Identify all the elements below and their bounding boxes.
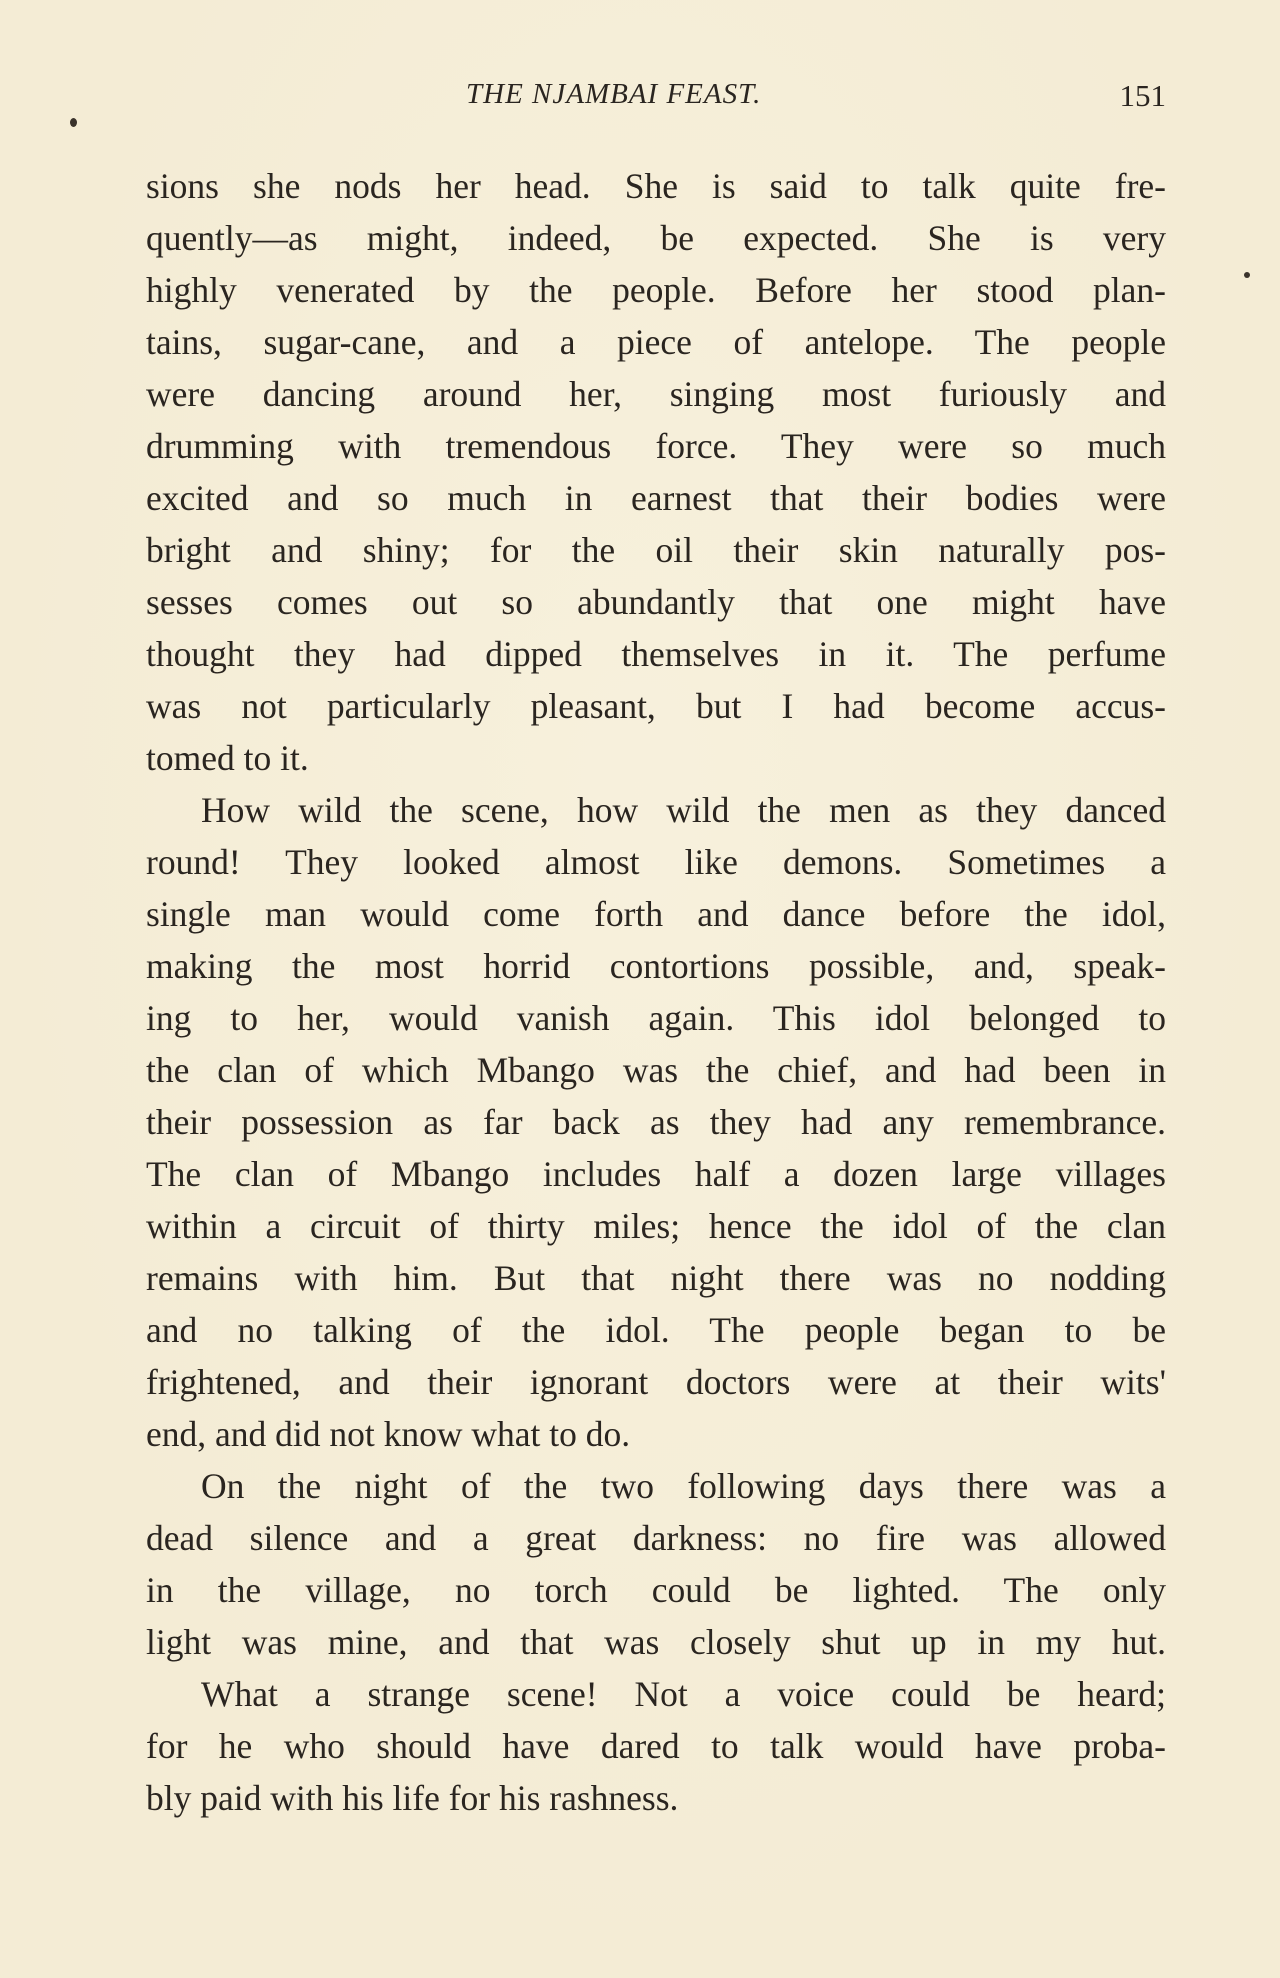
text-line: How wild the scene, how wild the men as they danced bbox=[201, 790, 1166, 830]
text-line: were dancing around her, singing most furiously and bbox=[146, 374, 1166, 414]
text-line: The clan of Mbango includes half a dozen large villages bbox=[146, 1154, 1166, 1194]
running-title: THE NJAMBAI FEAST. bbox=[466, 78, 762, 110]
text-line: in the village, no torch could be lighted. The only bbox=[146, 1570, 1166, 1610]
running-head bbox=[146, 78, 1166, 122]
text-line: tains, sugar-cane, and a piece of antelope. The people bbox=[146, 322, 1166, 362]
text-line: What a strange scene! Not a voice could be heard; bbox=[201, 1674, 1166, 1714]
text-line: round! They looked almost like demons. Sometimes a bbox=[146, 842, 1166, 882]
text-line: remains with him. But that night there was no nodding bbox=[146, 1258, 1166, 1298]
text-line: On the night of the two following days there was a bbox=[201, 1466, 1166, 1506]
text-line: their possession as far back as they had any remembrance. bbox=[146, 1102, 1166, 1142]
text-line: drumming with tremendous force. They were so much bbox=[146, 426, 1166, 466]
text-line: ing to her, would vanish again. This idol belonged to bbox=[146, 998, 1166, 1038]
text-line: quently—as might, indeed, be expected. She is very bbox=[146, 218, 1166, 258]
ink-speck bbox=[70, 118, 77, 127]
text-line: thought they had dipped themselves in it. The perfume bbox=[146, 634, 1166, 674]
ink-speck bbox=[1244, 272, 1250, 278]
text-line: the clan of which Mbango was the chief, and had been in bbox=[146, 1050, 1166, 1090]
text-line: for he who should have dared to talk would have proba- bbox=[146, 1726, 1166, 1766]
text-line: dead silence and a great darkness: no fire was allowed bbox=[146, 1518, 1166, 1558]
text-line: tomed to it. bbox=[146, 738, 309, 778]
text-line: within a circuit of thirty miles; hence the idol of the clan bbox=[146, 1206, 1166, 1246]
text-line: sions she nods her head. She is said to talk quite fre- bbox=[146, 166, 1166, 206]
text-line: sesses comes out so abundantly that one might have bbox=[146, 582, 1166, 622]
text-line: excited and so much in earnest that their bodies were bbox=[146, 478, 1166, 518]
text-line: single man would come forth and dance before the idol, bbox=[146, 894, 1166, 934]
text-line: highly venerated by the people. Before her stood plan- bbox=[146, 270, 1166, 310]
text-line: light was mine, and that was closely shut up in my hut. bbox=[146, 1622, 1166, 1662]
text-line: bright and shiny; for the oil their skin naturally pos- bbox=[146, 530, 1166, 570]
text-line: bly paid with his life for his rashness. bbox=[146, 1778, 679, 1818]
body-text bbox=[146, 160, 1166, 1824]
text-line: making the most horrid contortions possible, and, speak- bbox=[146, 946, 1166, 986]
page-number: 151 bbox=[1119, 78, 1166, 113]
text-line: frightened, and their ignorant doctors were at their wits' bbox=[146, 1362, 1166, 1402]
text-line: was not particularly pleasant, but I had become accus- bbox=[146, 686, 1166, 726]
text-line: end, and did not know what to do. bbox=[146, 1414, 631, 1454]
text-line: and no talking of the idol. The people began to be bbox=[146, 1310, 1166, 1350]
